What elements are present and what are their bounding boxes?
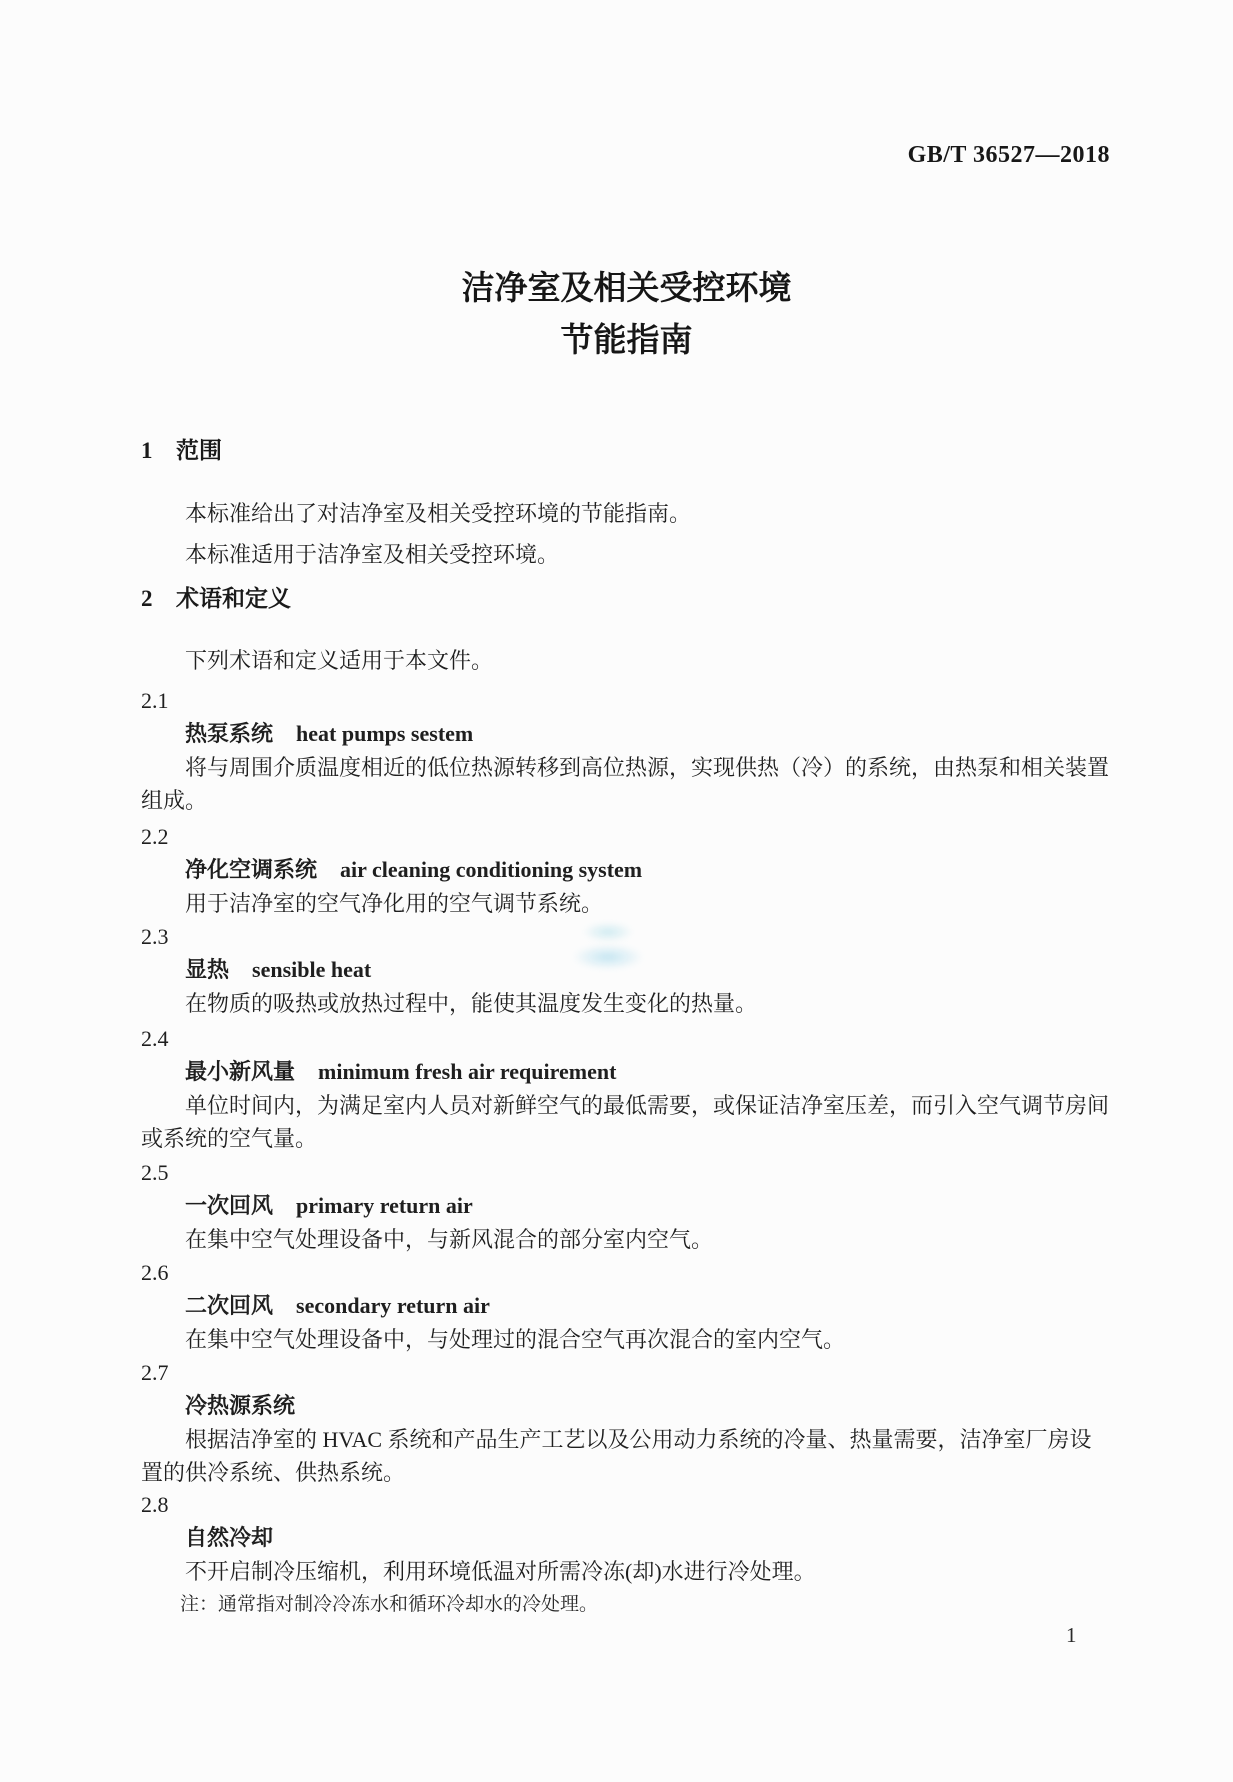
term-definition: 在物质的吸热或放热过程中，能使其温度发生变化的热量。	[185, 990, 758, 1016]
term-2-4	[141, 1022, 1113, 1156]
term-definition: 用于洁净室的空气净化用的空气调节系统。	[185, 890, 604, 916]
term-definition: 在集中空气处理设备中，与处理过的混合空气再次混合的室内空气。	[185, 1326, 846, 1352]
term-name-zh: 一次回风	[185, 1193, 274, 1219]
document-title	[141, 262, 1112, 366]
term-name	[141, 1189, 1113, 1222]
term-name	[141, 853, 1113, 886]
term-definition: 将与周围介质温度相近的低位热源转移到高位热源，实现供热（冷）的系统，由热泵和相关装置组成。	[141, 754, 1110, 814]
term-name-zh: 热泵系统	[185, 721, 274, 747]
term-number: 2.7	[141, 1360, 169, 1385]
term-name-en: heat pumps sestem	[296, 721, 474, 747]
term-name-zh: 净化空调系统	[185, 857, 318, 883]
term-2-7	[141, 1356, 1113, 1490]
term-2-1	[141, 684, 1113, 818]
term-definition: 在集中空气处理设备中，与新风混合的部分室内空气。	[185, 1226, 714, 1252]
term-name-zh: 自然冷却	[185, 1525, 274, 1551]
scope-paragraph-2: 本标准适用于洁净室及相关受控环境。	[185, 542, 560, 567]
term-number: 2.4	[141, 1026, 169, 1051]
term-name-en: minimum fresh air requirement	[318, 1059, 617, 1085]
term-2-2	[141, 820, 1113, 920]
term-name-en: secondary return air	[296, 1293, 490, 1319]
clause-1-title: 范围	[176, 437, 222, 463]
term-number: 2.1	[141, 688, 169, 713]
term-number: 2.2	[141, 824, 169, 849]
clause-1-heading	[141, 434, 1112, 467]
term-name-zh: 冷热源系统	[185, 1393, 296, 1419]
term-2-6	[141, 1256, 1113, 1356]
term-definition: 单位时间内，为满足室内人员对新鲜空气的最低需要，或保证洁净室压差，而引入空气调节房间或系统的空气量。	[141, 1092, 1110, 1152]
term-name-zh: 最小新风量	[185, 1059, 296, 1085]
term-name-zh: 显热	[185, 957, 230, 983]
term-name	[141, 717, 1113, 750]
term-name	[141, 1055, 1113, 1088]
document-title-line2: 节能指南	[560, 321, 693, 358]
term-name-en: primary return air	[296, 1193, 473, 1219]
term-definition: 不开启制冷压缩机，利用环境低温对所需冷冻(却)水进行冷处理。	[185, 1558, 816, 1584]
term-name	[141, 1521, 1113, 1554]
terms-intro: 下列术语和定义适用于本文件。	[185, 648, 494, 673]
clause-1-number: 1	[141, 438, 153, 463]
clause-2-heading	[141, 582, 1112, 615]
term-2-3	[141, 920, 1113, 1020]
term-2-5	[141, 1156, 1113, 1256]
term-number: 2.3	[141, 924, 169, 949]
term-number: 2.8	[141, 1492, 169, 1517]
term-definition: 根据洁净室的 HVAC 系统和产品生产工艺以及公用动力系统的冷量、热量需要，洁净室厂房设置的供冷系统、供热系统。	[141, 1426, 1092, 1486]
term-name	[141, 953, 1113, 986]
term-note: 注：通常指对制冷冷冻水和循环冷却水的冷处理。	[180, 1594, 599, 1616]
term-name-en: air cleaning conditioning system	[340, 857, 643, 883]
standard-code: GB/T 36527—2018	[907, 142, 1110, 168]
term-name-zh: 二次回风	[185, 1293, 274, 1319]
page-number: 1	[1066, 1623, 1077, 1647]
clause-2-title: 术语和定义	[176, 585, 291, 611]
term-name-en: sensible heat	[252, 957, 372, 983]
term-name	[141, 1389, 1113, 1422]
scope-paragraph-1: 本标准给出了对洁净室及相关受控环境的节能指南。	[185, 501, 692, 526]
term-2-8	[141, 1488, 1113, 1622]
document-title-line1: 洁净室及相关受控环境	[461, 269, 792, 306]
term-number: 2.6	[141, 1260, 169, 1285]
term-name	[141, 1289, 1113, 1322]
clause-2-number: 2	[141, 586, 153, 611]
term-number: 2.5	[141, 1160, 169, 1185]
